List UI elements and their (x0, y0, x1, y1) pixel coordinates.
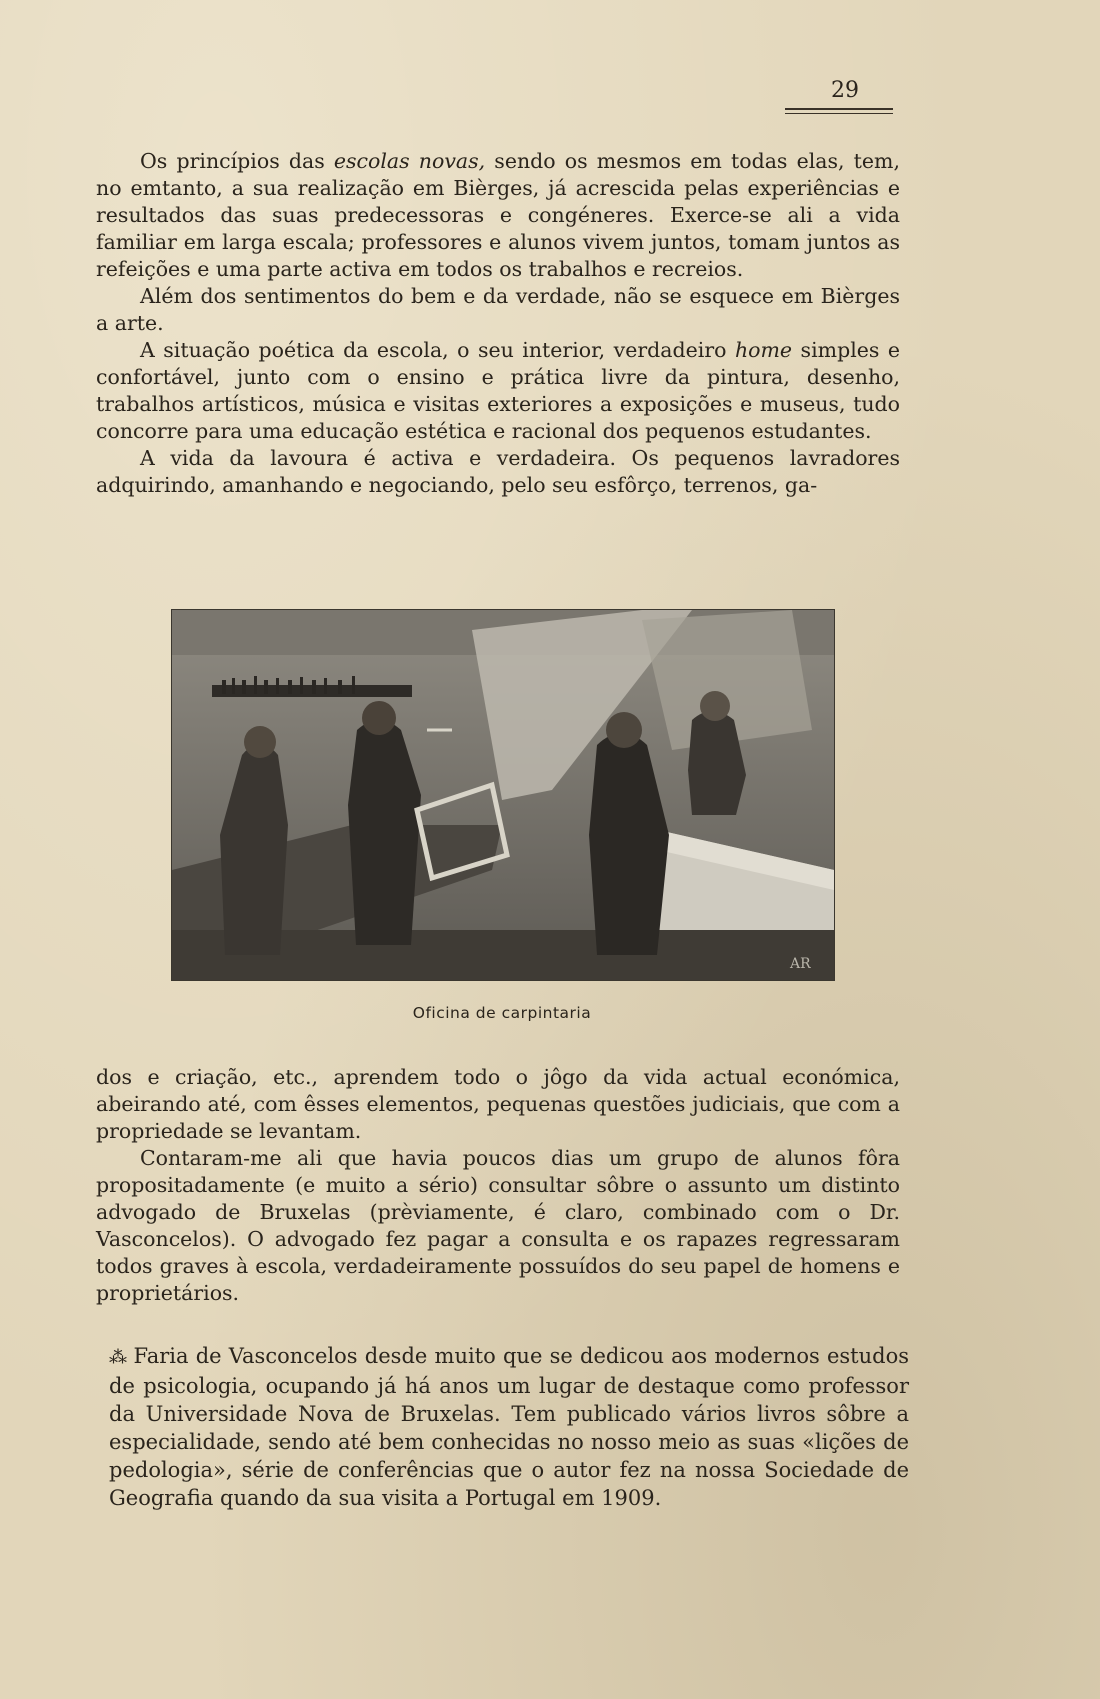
svg-text:AR: AR (790, 956, 811, 972)
footnote-paragraph (109, 1342, 909, 1512)
middle-text-block (96, 1064, 900, 1307)
paragraph-advogado: Contaram-me ali que havia poucos dias um grupo de alunos fôra propositadamente (e muito a sério) consultar sôbre o assunto um distinto advogado de Bruxelas (prèviamente, é claro, combinado com o Dr. Vasconcelos). O advogado fez pagar a consulta e os rapazes regressaram todos graves à escola, verdadeiramente possuídos do seu papel de homens e proprietários. (96, 1146, 900, 1305)
page-number-rule (785, 108, 893, 117)
paragraph-arte: Além dos sentimentos do bem e da verdade, não se esquece em Bièrges a arte. (96, 284, 900, 335)
footnote-block (109, 1342, 909, 1512)
italic-escolas-novas: escolas novas, (333, 149, 486, 173)
top-text-block (96, 148, 900, 499)
paragraph-escolas-novas: Os princípios das escolas novas, sendo os mesmos em todas elas, tem, no emtanto, a sua realização em Bièrges, já acrescida pelas experiências e resultados das suas predecessoras e congéneres. Exerce-se ali a vida familiar em larga escala; professores e alunos vivem juntos, tomam juntos as refeições e uma parte activa em todos os trabalhos e recreios. (96, 149, 900, 281)
paragraph-continuation: dos e criação, etc., aprendem todo o jôgo da vida actual económica, abeirando até, com êsses elementos, pequenas questões judiciais, que com a propriedade se levantam. (96, 1065, 900, 1143)
footnote-mark: ⁂ (109, 1347, 128, 1368)
carpentry-workshop-illustration (172, 610, 834, 980)
photo-caption: Oficina de carpintaria (412, 1004, 592, 1022)
paragraph-lavoura: A vida da lavoura é activa e verdadeira. Os pequenos lavradores adquirindo, amanhando e negociando, pelo seu esfôrço, terrenos, ga- (96, 446, 900, 497)
italic-home: home (734, 338, 793, 362)
paragraph-situacao-poetica: A situação poética da escola, o seu interior, verdadeiro home simples e confortável, junto com o ensino e prática livre da pintura, desenho, trabalhos artísticos, música e visitas exteriores a exposições e museus, tudo concorre para uma educação estética e racional dos pequenos estudantes. (96, 338, 901, 443)
page-number: 29 (831, 78, 859, 103)
footnote-text: Faria de Vasconcelos desde muito que se dedicou aos modernos estudos de psicologia, ocupando já há anos um lugar de destaque como professor da Universidade Nova de Bruxelas. Tem publicado vários livros sôbre a especialidade, sendo até bem conhecidas no nosso meio as suas «lições de pedologia», série de conferências que o autor fez na nossa Sociedade de Geografia quando da sua visita a Portugal em 1909. (109, 1344, 909, 1510)
carpentry-workshop-photo (171, 609, 835, 981)
